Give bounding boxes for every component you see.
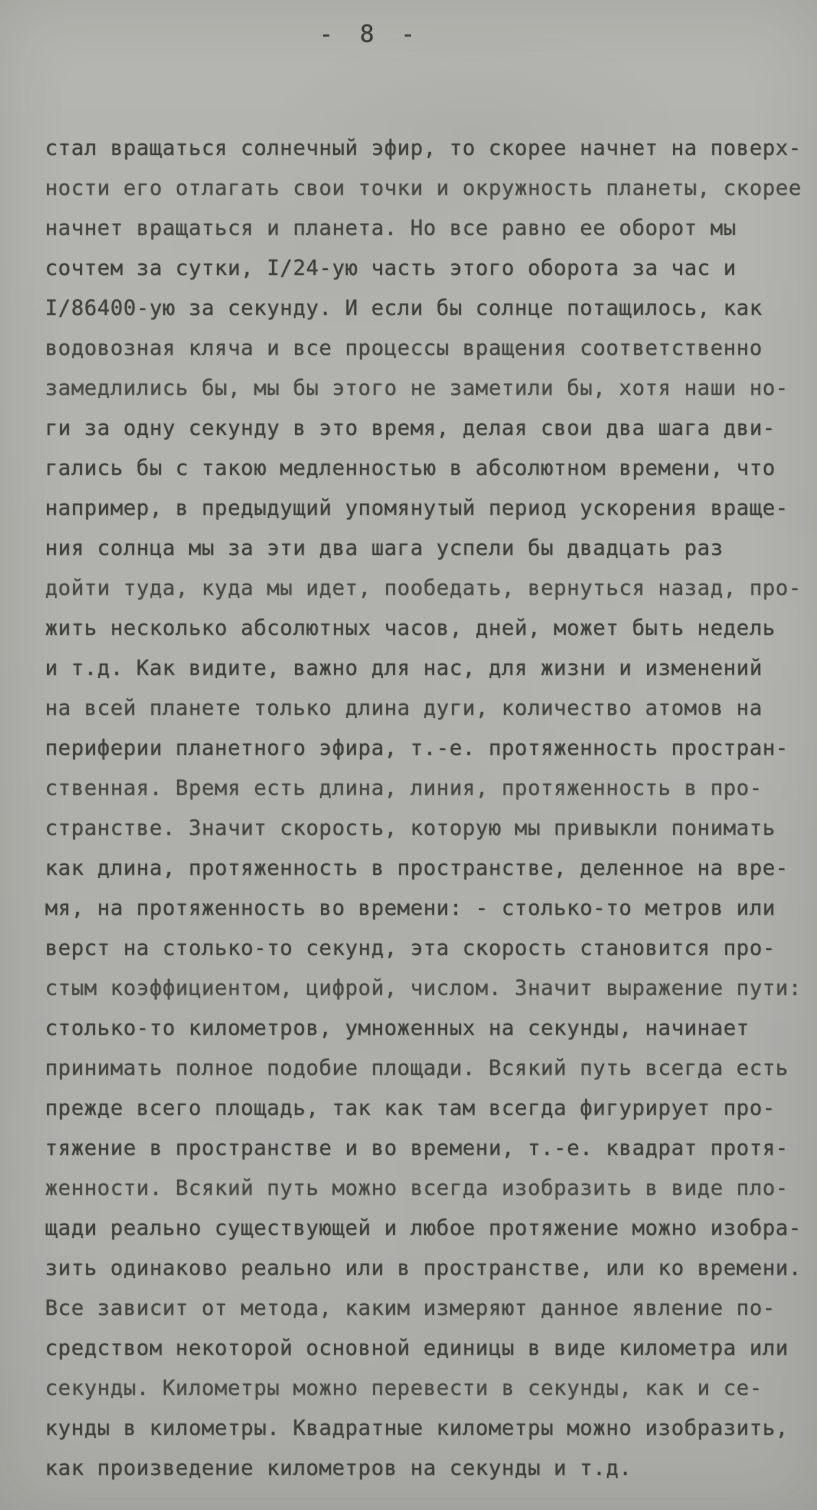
text-line: сочтем за сутки, I/24-ую часть этого оборота за час и: [45, 256, 737, 280]
text-line: секунды. Километры можно перевести в секунды, как и се-: [45, 1376, 763, 1400]
text-line: столько-то километров, умноженных на секунды, начинает: [45, 1016, 750, 1040]
text-line: средством некоторой основной единицы в виде километра или: [45, 1336, 789, 1360]
text-line: и т.д. Как видите, важно для нас, для жизни и изменений: [45, 656, 763, 680]
text-line: верст на столько-то секунд, эта скорость становится про-: [45, 936, 776, 960]
body-text: [45, 128, 800, 1488]
text-line: стал вращаться солнечный эфир, то скорее начнет на поверх-: [45, 136, 802, 160]
text-line: щади реально существующей и любое протяжение можно изобра-: [45, 1216, 802, 1240]
text-line: ния солнца мы за эти два шага успели бы двадцать раз: [45, 536, 724, 560]
text-line: Все зависит от метода, каким измеряют данное явление по-: [45, 1296, 776, 1320]
text-line: I/86400-ую за секунду. И если бы солнце потащилось, как: [45, 296, 763, 320]
text-line: гались бы с такою медленностью в абсолютном времени, что: [45, 456, 776, 480]
text-line: периферии планетного эфира, т.-е. протяженность простран-: [45, 736, 789, 760]
text-line: водовозная кляча и все процессы вращения соответственно: [45, 336, 763, 360]
text-line: кунды в километры. Квадратные километры можно изобразить,: [45, 1416, 789, 1440]
text-line: стым коэффициентом, цифрой, числом. Значит выражение пути:: [45, 976, 802, 1000]
text-line: принимать полное подобие площади. Всякий путь всегда есть: [45, 1056, 789, 1080]
text-line: ственная. Время есть длина, линия, протяженность в про-: [45, 776, 763, 800]
text-line: дойти туда, куда мы идет, пообедать, вернуться назад, про-: [45, 576, 802, 600]
text-line: тяжение в пространстве и во времени, т.-е. квадрат протя-: [45, 1136, 789, 1160]
text-line: странстве. Значит скорость, которую мы привыкли понимать: [45, 816, 776, 840]
text-line: например, в предыдущий упомянутый период ускорения враще-: [45, 496, 789, 520]
text-line: ности его отлагать свои точки и окружность планеты, скорее: [45, 176, 802, 200]
text-line: как длина, протяженность в пространстве, деленное на вре-: [45, 856, 789, 880]
page-number: - 8 -: [318, 20, 422, 48]
text-line: жить несколько абсолютных часов, дней, может быть недель: [45, 616, 776, 640]
text-line: начнет вращаться и планета. Но все равно ее оборот мы: [45, 216, 737, 240]
text-line: мя, на протяженность во времени: - столько-то метров или: [45, 896, 776, 920]
text-line: ги за одну секунду в это время, делая свои два шага дви-: [45, 416, 776, 440]
text-line: зить одинаково реально или в пространстве, или ко времени.: [45, 1256, 802, 1280]
text-line: на всей планете только длина дуги, количество атомов на: [45, 696, 763, 720]
text-line: женности. Всякий путь можно всегда изобразить в виде пло-: [45, 1176, 789, 1200]
text-line: как произведение километров на секунды и т.д.: [45, 1456, 632, 1480]
text-line: замедлились бы, мы бы этого не заметили бы, хотя наши но-: [45, 376, 789, 400]
text-line: прежде всего площадь, так как там всегда фигурирует про-: [45, 1096, 776, 1120]
